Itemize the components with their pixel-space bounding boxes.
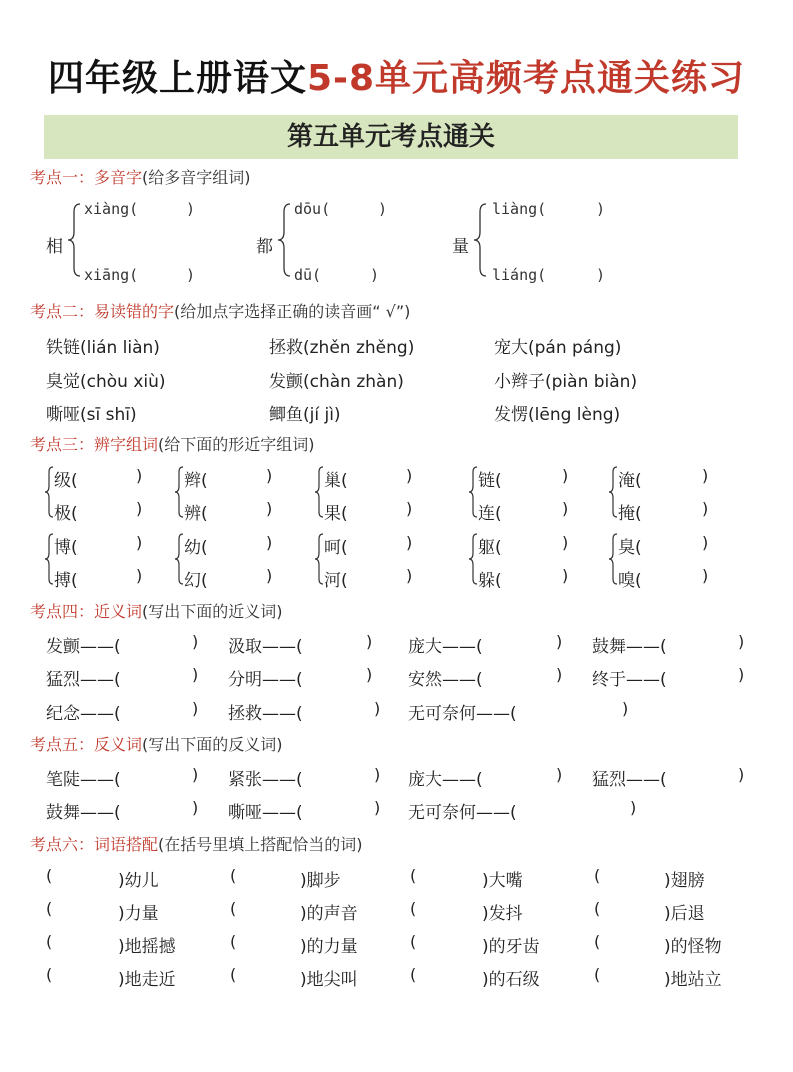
collocation-item: )地站立 — [664, 970, 722, 990]
section-6-label: 考点六：词语搭配 — [30, 835, 159, 854]
blank-open: ( — [594, 866, 601, 885]
synonym-item: 安然——( — [408, 670, 483, 690]
blank-close: ) — [702, 566, 709, 585]
similar-char-word: 级( — [54, 471, 78, 491]
blank-close: ) — [630, 798, 637, 817]
collocation-item: )的怪物 — [664, 937, 722, 957]
brace-icon — [314, 533, 324, 585]
section-1-heading — [30, 165, 251, 188]
blank-open: ( — [230, 965, 237, 984]
section-4-label: 考点四：近义词 — [30, 602, 143, 621]
section-4-heading — [30, 599, 283, 622]
similar-char-word: 极( — [54, 504, 78, 524]
pronunciation-item[interactable]: 拯救(zhěn zhěng) — [269, 338, 415, 358]
section-2-heading — [30, 299, 410, 322]
section-3-label: 考点三：辨字组词 — [30, 435, 159, 454]
blank-open: ( — [410, 899, 417, 918]
synonym-item: 终于——( — [592, 670, 667, 690]
collocation-item: )力量 — [118, 904, 159, 924]
pronunciation-item[interactable]: 宠大(pán páng) — [494, 338, 622, 358]
brace-icon — [44, 466, 54, 518]
similar-char-word: 河( — [324, 571, 348, 591]
title-part1: 四年级上册语文 — [47, 58, 307, 99]
polyphone-char: 量 — [452, 237, 469, 257]
antonym-item: 嘶哑——( — [228, 803, 303, 823]
blank-close: ) — [366, 665, 373, 684]
blank-close: ) — [738, 665, 745, 684]
similar-char-word: 幻( — [184, 571, 208, 591]
similar-char-word: 呵( — [324, 538, 348, 558]
blank-close: ) — [556, 765, 563, 784]
blank-open: ( — [410, 866, 417, 885]
blank-close: ) — [556, 632, 563, 651]
blank-close: ) — [266, 566, 273, 585]
blank-open: ( — [594, 899, 601, 918]
blank-close: ) — [374, 798, 381, 817]
similar-char-word: 博( — [54, 538, 78, 558]
pronunciation-item[interactable]: 铁链(lián liàn) — [46, 338, 160, 358]
collocation-item: )的牙齿 — [482, 937, 540, 957]
antonym-item: 笔陡——( — [46, 770, 121, 790]
brace-icon — [314, 466, 324, 518]
polyphone-char: 相 — [46, 237, 63, 257]
blank-close: ) — [192, 699, 199, 718]
synonym-item: 纪念——( — [46, 704, 121, 724]
collocation-item: )翅膀 — [664, 871, 705, 891]
blank-open: ( — [594, 965, 601, 984]
collocation-item: )地摇撼 — [118, 937, 176, 957]
similar-char-word: 巢( — [324, 471, 348, 491]
section-6-note: (在括号里填上搭配恰当的词) — [158, 835, 363, 854]
blank-close: ) — [266, 533, 273, 552]
section-3-heading — [30, 432, 315, 455]
blank-open: ( — [230, 899, 237, 918]
section-6-heading — [30, 832, 363, 855]
blank-close: ) — [702, 533, 709, 552]
pinyin-close: ) — [370, 266, 380, 284]
brace-icon — [276, 202, 292, 278]
blank-open: ( — [230, 932, 237, 951]
synonym-item: 汲取——( — [228, 637, 303, 657]
brace-icon — [44, 533, 54, 585]
blank-close: ) — [192, 798, 199, 817]
collocation-item: )发抖 — [482, 904, 523, 924]
collocation-item: )的力量 — [300, 937, 358, 957]
pronunciation-item[interactable]: 鲫鱼(jí jì) — [269, 405, 341, 425]
similar-char-word: 辫( — [184, 471, 208, 491]
page-title — [0, 50, 793, 101]
antonym-item: 鼓舞——( — [46, 803, 121, 823]
brace-icon — [472, 202, 488, 278]
blank-close: ) — [406, 566, 413, 585]
blank-close: ) — [556, 665, 563, 684]
section-1-note: (给多音字组词) — [142, 168, 251, 187]
blank-open: ( — [46, 866, 53, 885]
brace-icon — [174, 466, 184, 518]
section-5-label: 考点五：反义词 — [30, 735, 143, 754]
brace-icon — [66, 202, 82, 278]
synonym-item: 鼓舞——( — [592, 637, 667, 657]
collocation-item: )地走近 — [118, 970, 176, 990]
collocation-item: )的石级 — [482, 970, 540, 990]
similar-char-word: 果( — [324, 504, 348, 524]
blank-close: ) — [702, 499, 709, 518]
pinyin-close: ) — [596, 200, 606, 218]
blank-open: ( — [46, 932, 53, 951]
blank-close: ) — [622, 699, 629, 718]
pinyin-option: liàng( — [492, 200, 547, 218]
antonym-item: 无可奈何——( — [408, 803, 517, 823]
section-3-note: (给下面的形近字组词) — [158, 435, 315, 454]
synonym-item: 猛烈——( — [46, 670, 121, 690]
section-4-note: (写出下面的近义词) — [142, 602, 283, 621]
synonym-item: 拯救——( — [228, 704, 303, 724]
similar-char-word: 辨( — [184, 504, 208, 524]
section-2-note: (给加点字选择正确的读音画“ √”) — [174, 302, 411, 321]
synonym-item: 发颤——( — [46, 637, 121, 657]
blank-close: ) — [562, 566, 569, 585]
blank-close: ) — [266, 499, 273, 518]
pronunciation-item[interactable]: 小辫子(piàn biàn) — [494, 372, 638, 392]
pinyin-option: xiàng( — [84, 200, 139, 218]
collocation-item: )大嘴 — [482, 871, 523, 891]
pronunciation-item[interactable]: 嘶哑(sī shī) — [46, 405, 137, 425]
blank-close: ) — [562, 499, 569, 518]
brace-icon — [608, 533, 618, 585]
blank-open: ( — [594, 932, 601, 951]
pinyin-close: ) — [596, 266, 606, 284]
similar-char-word: 嗅( — [618, 571, 642, 591]
brace-icon — [174, 533, 184, 585]
blank-close: ) — [136, 566, 143, 585]
pinyin-close: ) — [378, 200, 388, 218]
blank-close: ) — [406, 466, 413, 485]
blank-close: ) — [366, 632, 373, 651]
antonym-item: 紧张——( — [228, 770, 303, 790]
collocation-item: )脚步 — [300, 871, 341, 891]
similar-char-word: 链( — [478, 471, 502, 491]
pinyin-option: dū( — [294, 266, 322, 284]
blank-close: ) — [738, 765, 745, 784]
blank-close: ) — [406, 533, 413, 552]
blank-close: ) — [562, 533, 569, 552]
antonym-item: 猛烈——( — [592, 770, 667, 790]
blank-close: ) — [702, 466, 709, 485]
blank-close: ) — [192, 632, 199, 651]
unit-banner: 第五单元考点通关 — [44, 115, 738, 159]
similar-char-word: 幼( — [184, 538, 208, 558]
collocation-item: )地尖叫 — [300, 970, 358, 990]
similar-char-word: 淹( — [618, 471, 642, 491]
blank-close: ) — [562, 466, 569, 485]
pinyin-close: ) — [186, 266, 196, 284]
synonym-item: 庞大——( — [408, 637, 483, 657]
section-1-label: 考点一：多音字 — [30, 168, 143, 187]
blank-close: ) — [374, 765, 381, 784]
pinyin-option: liáng( — [492, 266, 547, 284]
pronunciation-item[interactable]: 发愣(lēng lèng) — [494, 405, 621, 425]
synonym-item: 分明——( — [228, 670, 303, 690]
brace-icon — [468, 466, 478, 518]
blank-close: ) — [136, 466, 143, 485]
antonym-item: 庞大——( — [408, 770, 483, 790]
collocation-item: )的声音 — [300, 904, 358, 924]
blank-close: ) — [266, 466, 273, 485]
section-5-note: (写出下面的反义词) — [142, 735, 283, 754]
similar-char-word: 搏( — [54, 571, 78, 591]
blank-close: ) — [136, 499, 143, 518]
title-part2: 5-8单元高频考点通关练习 — [306, 58, 746, 99]
blank-open: ( — [410, 932, 417, 951]
blank-close: ) — [192, 665, 199, 684]
collocation-item: )幼儿 — [118, 871, 159, 891]
section-2-label: 考点二：易读错的字 — [30, 302, 175, 321]
pinyin-option: dōu( — [294, 200, 331, 218]
section-5-heading — [30, 732, 283, 755]
similar-char-word: 臭( — [618, 538, 642, 558]
blank-close: ) — [406, 499, 413, 518]
pronunciation-item[interactable]: 发颤(chàn zhàn) — [269, 372, 404, 392]
blank-close: ) — [738, 632, 745, 651]
blank-open: ( — [410, 965, 417, 984]
pinyin-option: xiāng( — [84, 266, 139, 284]
collocation-item: )后退 — [664, 904, 705, 924]
brace-icon — [608, 466, 618, 518]
blank-close: ) — [374, 699, 381, 718]
similar-char-word: 掩( — [618, 504, 642, 524]
synonym-item: 无可奈何——( — [408, 704, 517, 724]
blank-open: ( — [46, 965, 53, 984]
polyphone-char: 都 — [256, 237, 273, 257]
similar-char-word: 躯( — [478, 538, 502, 558]
similar-char-word: 躲( — [478, 571, 502, 591]
brace-icon — [468, 533, 478, 585]
blank-close: ) — [136, 533, 143, 552]
pronunciation-item[interactable]: 臭觉(chòu xiù) — [46, 372, 166, 392]
pinyin-close: ) — [186, 200, 196, 218]
blank-open: ( — [230, 866, 237, 885]
blank-close: ) — [192, 765, 199, 784]
similar-char-word: 连( — [478, 504, 502, 524]
blank-open: ( — [46, 899, 53, 918]
